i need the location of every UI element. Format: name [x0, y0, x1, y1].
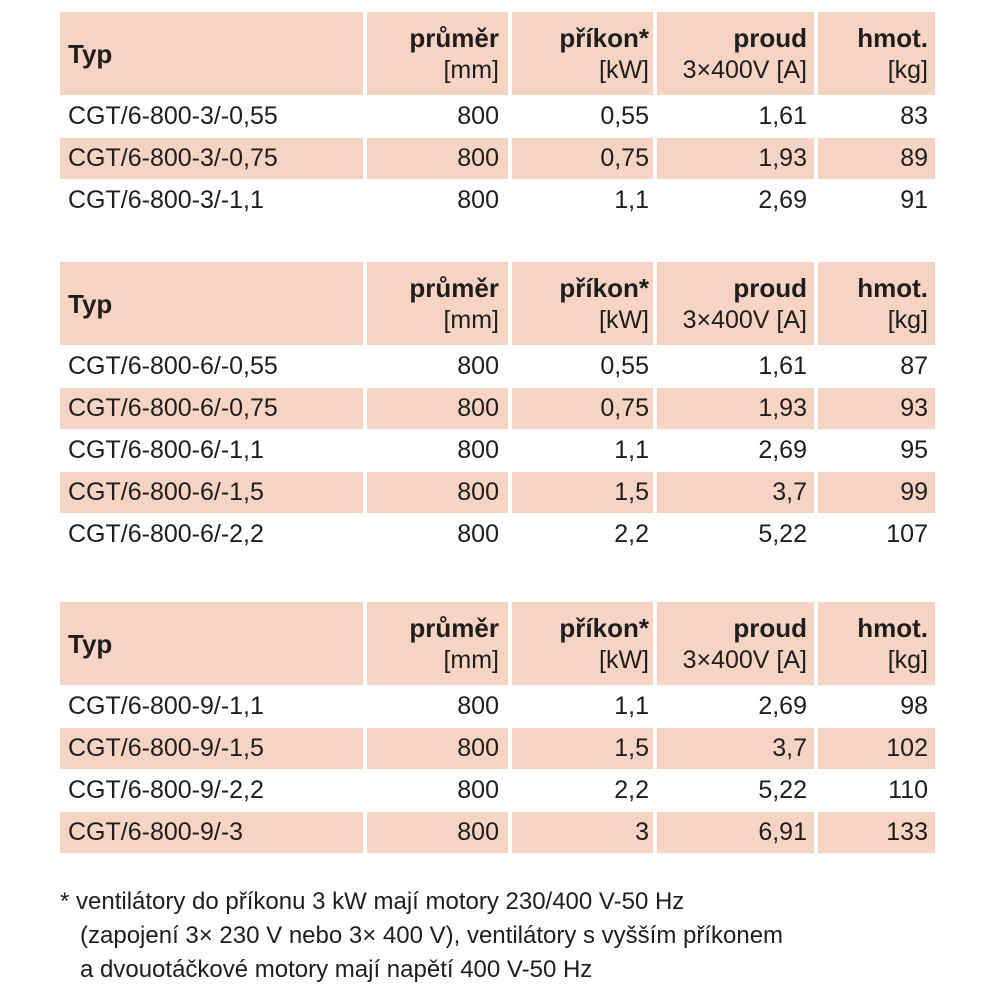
table-row [60, 388, 935, 429]
cell-proud: 5,22 [758, 520, 807, 548]
table-row [60, 514, 935, 555]
table-row [60, 472, 935, 513]
cell-proud: 3,7 [657, 728, 814, 769]
cell-hmot: 110 [888, 776, 928, 804]
cell-typ: CGT/6-800-9/-3 [60, 812, 363, 853]
cell-proud: 1,61 [758, 102, 807, 130]
cell-prikon: 1,5 [512, 728, 653, 769]
table-row [60, 180, 935, 221]
cell-prumer: 800 [367, 388, 508, 429]
cell-prumer: 800 [457, 776, 499, 804]
cell-prumer: 800 [367, 472, 508, 513]
cell-prikon: 3 [512, 812, 653, 853]
header-prumer-unit: [mm] [443, 645, 499, 674]
cell-proud: 2,69 [758, 186, 807, 214]
table-header [60, 602, 935, 685]
header-prikon-label: příkon* [559, 612, 649, 643]
header-prumer-label: průměr [409, 272, 499, 303]
footnote [60, 885, 980, 987]
header-prikon-label: příkon* [559, 22, 649, 53]
header-proud-unit: 3×400V [A] [682, 645, 807, 674]
header-proud-label: proud [733, 272, 807, 303]
cell-typ: CGT/6-800-6/-2,2 [68, 520, 264, 548]
spec-table-9 [60, 602, 935, 854]
cell-prumer: 800 [457, 102, 499, 130]
cell-prikon: 0,75 [512, 138, 653, 179]
header-prumer-unit: [mm] [443, 55, 499, 84]
header-proud [657, 262, 814, 345]
cell-prumer: 800 [457, 436, 499, 464]
cell-proud: 5,22 [758, 776, 807, 804]
cell-prikon: 2,2 [614, 776, 649, 804]
header-proud-unit: 3×400V [A] [682, 305, 807, 334]
cell-typ: CGT/6-800-9/-1,1 [68, 692, 264, 720]
cell-prikon: 0,55 [600, 352, 649, 380]
cell-hmot: 102 [818, 728, 935, 769]
cell-prikon: 1,5 [512, 472, 653, 513]
header-hmot-label: hmot. [857, 272, 928, 303]
table-row [60, 430, 935, 471]
cell-proud: 1,93 [657, 388, 814, 429]
header-prumer [367, 262, 508, 345]
header-proud-label: proud [733, 22, 807, 53]
header-prumer [367, 602, 508, 685]
cell-prumer: 800 [457, 692, 499, 720]
cell-prikon: 1,1 [614, 436, 649, 464]
header-prikon-unit: [kW] [599, 55, 649, 84]
cell-hmot: 99 [818, 472, 935, 513]
cell-typ: CGT/6-800-3/-0,55 [68, 102, 278, 130]
header-prikon-unit: [kW] [599, 305, 649, 334]
header-hmot-label: hmot. [857, 612, 928, 643]
cell-prikon: 0,75 [512, 388, 653, 429]
cell-typ: CGT/6-800-6/-0,75 [60, 388, 363, 429]
header-hmot [818, 12, 935, 95]
header-proud [657, 602, 814, 685]
header-hmot-unit: [kg] [887, 305, 928, 334]
table-header [60, 262, 935, 345]
cell-hmot: 133 [818, 812, 935, 853]
header-typ: Typ [60, 12, 363, 95]
cell-prumer: 800 [457, 186, 499, 214]
table-row [60, 96, 935, 137]
cell-typ: CGT/6-800-6/-1,5 [60, 472, 363, 513]
header-proud-unit: 3×400V [A] [682, 55, 807, 84]
header-prikon [512, 602, 653, 685]
table-row [60, 728, 935, 769]
header-prumer-unit: [mm] [443, 305, 499, 334]
cell-hmot: 89 [818, 138, 935, 179]
header-proud [657, 12, 814, 95]
header-hmot [818, 262, 935, 345]
cell-proud: 3,7 [657, 472, 814, 513]
cell-hmot: 107 [886, 520, 928, 548]
header-typ: Typ [60, 602, 363, 685]
table-row [60, 138, 935, 179]
cell-hmot: 95 [900, 436, 928, 464]
cell-prikon: 2,2 [614, 520, 649, 548]
footnote-line-2: (zapojení 3× 230 V nebo 3× 400 V), ventilátory s vyšším příkonem [80, 922, 784, 949]
table-row [60, 812, 935, 853]
cell-typ: CGT/6-800-3/-1,1 [68, 186, 264, 214]
header-typ: Typ [60, 262, 363, 345]
footnote-line-1: * ventilátory do příkonu 3 kW mají motory 230/400 V-50 Hz [60, 888, 685, 915]
cell-typ: CGT/6-800-9/-1,5 [60, 728, 363, 769]
header-prikon [512, 262, 653, 345]
cell-hmot: 87 [900, 352, 928, 380]
cell-hmot: 93 [818, 388, 935, 429]
table-row [60, 686, 935, 727]
cell-typ: CGT/6-800-6/-1,1 [68, 436, 264, 464]
cell-prumer: 800 [367, 812, 508, 853]
header-hmot [818, 602, 935, 685]
spec-table-3 [60, 12, 935, 222]
cell-prikon: 1,1 [614, 692, 649, 720]
cell-proud: 1,93 [657, 138, 814, 179]
cell-typ: CGT/6-800-6/-0,55 [68, 352, 278, 380]
header-prumer-label: průměr [409, 612, 499, 643]
header-hmot-unit: [kg] [887, 55, 928, 84]
cell-prikon: 1,1 [614, 186, 649, 214]
header-hmot-label: hmot. [857, 22, 928, 53]
cell-prikon: 0,55 [600, 102, 649, 130]
cell-proud: 1,61 [758, 352, 807, 380]
cell-proud: 6,91 [657, 812, 814, 853]
footnote-line-3: a dvouotáčkové motory mají napětí 400 V-50 Hz [80, 956, 593, 983]
cell-hmot: 91 [900, 186, 928, 214]
cell-proud: 2,69 [758, 692, 807, 720]
cell-prumer: 800 [457, 520, 499, 548]
cell-prumer: 800 [367, 728, 508, 769]
header-prikon-unit: [kW] [599, 645, 649, 674]
table-row [60, 346, 935, 387]
cell-hmot: 98 [900, 692, 928, 720]
cell-prumer: 800 [457, 352, 499, 380]
header-prumer [367, 12, 508, 95]
cell-typ: CGT/6-800-9/-2,2 [68, 776, 264, 804]
cell-typ: CGT/6-800-3/-0,75 [60, 138, 363, 179]
cell-proud: 2,69 [758, 436, 807, 464]
table-header [60, 12, 935, 95]
cell-prumer: 800 [367, 138, 508, 179]
header-proud-label: proud [733, 612, 807, 643]
header-hmot-unit: [kg] [887, 645, 928, 674]
spec-table-6 [60, 262, 935, 556]
cell-hmot: 83 [900, 102, 928, 130]
header-prikon-label: příkon* [559, 272, 649, 303]
header-prikon [512, 12, 653, 95]
table-row [60, 770, 935, 811]
header-prumer-label: průměr [409, 22, 499, 53]
